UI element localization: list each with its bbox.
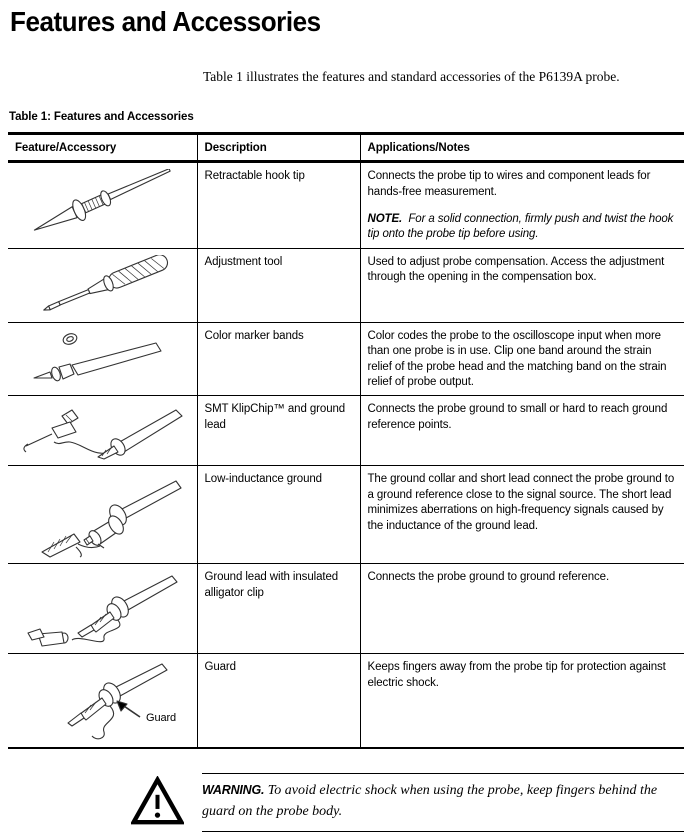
notes-cell — [360, 654, 684, 749]
table-row-guard — [8, 654, 684, 749]
notes-cell — [360, 466, 684, 564]
notes-text: Keeps fingers away from the probe tip for protection against electric shock. — [367, 661, 666, 689]
note-paragraph — [368, 212, 677, 243]
smt-klipchip-illustration — [18, 402, 186, 460]
illustration-cell — [8, 396, 197, 466]
table-row-adjustment-tool — [8, 248, 684, 322]
illustration-cell — [8, 564, 197, 654]
alligator-clip-ground-lead-illustration — [18, 570, 186, 648]
notes-text: Used to adjust probe compensation. Access the adjustment through the opening in the compensation box. — [367, 255, 665, 284]
notes-text: Connects the probe tip to wires and component leads for hands-free measurement. — [367, 170, 651, 198]
warning-label: WARNING. — [202, 783, 265, 798]
col-header-description: Description — [197, 134, 360, 162]
illustration-cell — [8, 162, 197, 249]
description-cell: Adjustment tool — [197, 248, 360, 322]
illustration-cell — [8, 654, 197, 749]
notes-text: Connects the probe ground to small or hard to reach ground reference points. — [367, 403, 668, 431]
description-cell: Color marker bands — [197, 322, 360, 396]
low-inductance-ground-illustration — [18, 472, 186, 558]
table-header-row — [8, 134, 684, 162]
notes-cell — [360, 564, 684, 654]
col-header-applications-notes: Applications/Notes — [360, 134, 684, 162]
page-title: Features and Accessories — [10, 6, 321, 37]
document-page — [0, 6, 700, 819]
table-row-smt-klipchip — [8, 396, 684, 466]
illustration-cell — [8, 466, 197, 564]
description-cell: Low-inductance ground — [197, 466, 360, 564]
notes-cell — [360, 248, 684, 322]
notes-text: Color codes the probe to the oscilloscope input when more than one probe is in use. Clip one band around the strain relief of the probe head and the matching band on the strain relief of probe output. — [367, 329, 667, 389]
table-row-low-inductance-ground — [8, 466, 684, 564]
intro-paragraph: Table 1 illustrates the features and standard accessories of the P6139A probe. — [203, 69, 620, 84]
notes-cell — [360, 396, 684, 466]
features-table — [8, 132, 684, 749]
note-text: For a solid connection, firmly push and twist the hook tip onto the probe tip before using. — [367, 213, 674, 241]
notes-cell — [360, 322, 684, 396]
table-row-retractable-hook-tip — [8, 162, 684, 249]
description-cell: Retractable hook tip — [197, 162, 360, 249]
adjustment-tool-illustration — [18, 255, 186, 317]
illustration-cell — [8, 248, 197, 322]
description-cell: SMT KlipChip™ and ground lead — [197, 396, 360, 466]
table-row-alligator-clip-ground-lead — [8, 564, 684, 654]
color-marker-bands-illustration — [18, 329, 186, 385]
warning-triangle-icon — [131, 776, 184, 831]
illustration-cell — [8, 322, 197, 396]
description-cell: Ground lead with insulated alligator clip — [197, 564, 360, 654]
guard-illustration — [18, 660, 186, 742]
table-caption: Table 1: Features and Accessories — [9, 111, 194, 124]
col-header-feature-accessory: Feature/Accessory — [8, 134, 197, 162]
notes-text: Connects the probe ground to ground reference. — [367, 571, 610, 584]
warning-text-box — [202, 773, 684, 832]
description-cell: Guard — [197, 654, 360, 749]
notes-cell — [360, 162, 684, 249]
note-label: NOTE. — [367, 213, 403, 226]
retractable-hook-tip-illustration — [18, 169, 186, 231]
guard-callout-label: Guard — [145, 712, 176, 725]
warning-block — [0, 773, 700, 832]
warning-text: To avoid electric shock when using the probe, keep fingers behind the guard on the probe body. — [202, 783, 658, 819]
table-row-color-marker-bands — [8, 322, 684, 396]
notes-text: The ground collar and short lead connect the probe ground to a ground reference close to the signal source. The short lead minimizes aberrations on high-frequency signals caused by the inductance of the ground lead. — [367, 473, 675, 532]
